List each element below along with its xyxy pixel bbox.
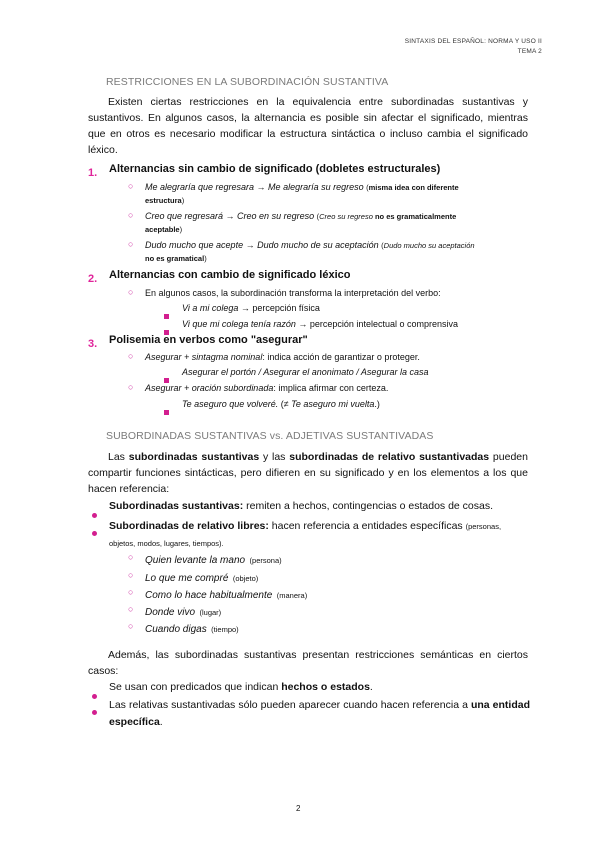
section-title-restricciones: RESTRICCIONES EN LA SUBORDINACIÓN SUSTANTIVA	[106, 76, 389, 88]
example-row: Asegurar + oración subordinada: implica afirmar con certeza.	[145, 383, 389, 393]
page-number: 2	[296, 804, 301, 813]
example-row: Vi que mi colega tenía razón → percepción intelectual o comprensiva	[182, 319, 458, 329]
bullet-circle-icon: ○	[128, 604, 134, 614]
list-item-3	[88, 334, 97, 352]
bullet-dot-icon	[92, 531, 97, 536]
bullet-dot-icon	[92, 513, 97, 518]
list-item-3-label: Polisemia en verbos como "asegurar"	[109, 334, 308, 346]
list-number: 2.	[88, 273, 98, 285]
example-row: Me alegraría que regresara → Me alegraría su regreso (misma idea con diferente estructura)	[145, 182, 459, 205]
bullet-circle-icon: ○	[128, 587, 134, 597]
section-title-subordinadas: SUBORDINADAS SUSTANTIVAS vs. ADJETIVAS SUSTANTIVADAS	[106, 430, 434, 442]
example-text: Creo que regresará → Creo en su regreso	[145, 211, 315, 221]
example-row: Vi a mi colega → percepción física	[182, 303, 320, 313]
bullet-circle-icon: ○	[128, 552, 134, 562]
example-text: Dudo mucho que acepte → Dudo mucho de su aceptación	[145, 240, 379, 250]
bullet-hechos: Se usan con predicados que indican hechos o estados.	[109, 681, 373, 693]
example-row: Dudo mucho que acepte → Dudo mucho de su aceptación (Dudo mucho su aceptación no es gramatical)	[145, 240, 475, 263]
bullet-circle-icon: ○	[128, 570, 134, 580]
example-row: Creo que regresará → Creo en su regreso (Creo su regreso no es gramaticalmente aceptable)	[145, 211, 457, 234]
bullet-relativo-libres: Subordinadas de relativo libres: hacen referencia a entidades específicas (personas, objetos, modos, lugares, tiempos).	[109, 520, 502, 548]
list-item-2	[88, 269, 97, 287]
sub-text: En algunos casos, la subordinación transforma la interpretación del verbo:	[145, 288, 441, 298]
list-number: 1.	[88, 167, 98, 179]
running-header-topic: TEMA 2	[517, 48, 542, 55]
example-row: Como lo hace habitualmente (manera)	[145, 590, 308, 601]
bullet-dot-icon	[92, 694, 97, 699]
bullet-square-icon	[164, 410, 169, 415]
example-row: Te aseguro que volveré. (≠ Te aseguro mi vuelta.)	[182, 399, 380, 409]
bullet-circle-icon: ○	[128, 287, 134, 297]
list-item-1-label: Alternancias sin cambio de significado (dobletes estructurales)	[109, 163, 441, 175]
list-item-1	[88, 163, 97, 181]
bullet-circle-icon: ○	[128, 239, 134, 249]
bullet-entidad: Las relativas sustantivadas sólo pueden aparecer cuando hacen referencia a una entidad específica.	[109, 699, 531, 728]
restrictions-paragraph: Además, las subordinadas sustantivas presentan restricciones semánticas en ciertos casos:	[88, 649, 528, 677]
bullet-circle-icon: ○	[128, 621, 134, 631]
bullet-circle-icon: ○	[128, 181, 134, 191]
bullet-sustantivas: Subordinadas sustantivas: remiten a hechos, contingencias o estados de cosas.	[109, 500, 494, 512]
bullet-circle-icon: ○	[128, 210, 134, 220]
bullet-circle-icon: ○	[128, 382, 134, 392]
example-row: Asegurar + sintagma nominal: indica acción de garantizar o proteger.	[145, 352, 420, 362]
example-row: Cuando digas (tiempo)	[145, 624, 239, 635]
comparison-paragraph: Las subordinadas sustantivas y las subordinadas de relativo sustantivadas pueden compartir funciones sintácticas, pero difieren en su significado y en los elementos a los que hacen referencia:	[88, 451, 528, 495]
example-row: Quien levante la mano (persona)	[145, 555, 282, 566]
running-header-title: SINTAXIS DEL ESPAÑOL: NORMA Y USO II	[404, 38, 542, 45]
bullet-dot-icon	[92, 710, 97, 715]
list-number: 3.	[88, 338, 98, 350]
example-row: Asegurar el portón / Asegurar el anonimato / Asegurar la casa	[182, 367, 429, 377]
list-item-2-label: Alternancias con cambio de significado léxico	[109, 269, 351, 281]
bullet-square-icon	[164, 314, 169, 319]
example-row: Donde vivo (lugar)	[145, 607, 222, 618]
example-row: Lo que me compré (objeto)	[145, 573, 259, 584]
bullet-circle-icon: ○	[128, 351, 134, 361]
example-text: Me alegraría que regresara → Me alegraría su regreso	[145, 182, 364, 192]
intro-paragraph: Existen ciertas restricciones en la equivalencia entre subordinadas sustantivas y sustantivos. En algunos casos, la alternancia es posible sin afectar el significado, mientras que en otros es necesario modificar la estructura sintáctica o incluso cambia el significado léxico.	[88, 96, 528, 156]
